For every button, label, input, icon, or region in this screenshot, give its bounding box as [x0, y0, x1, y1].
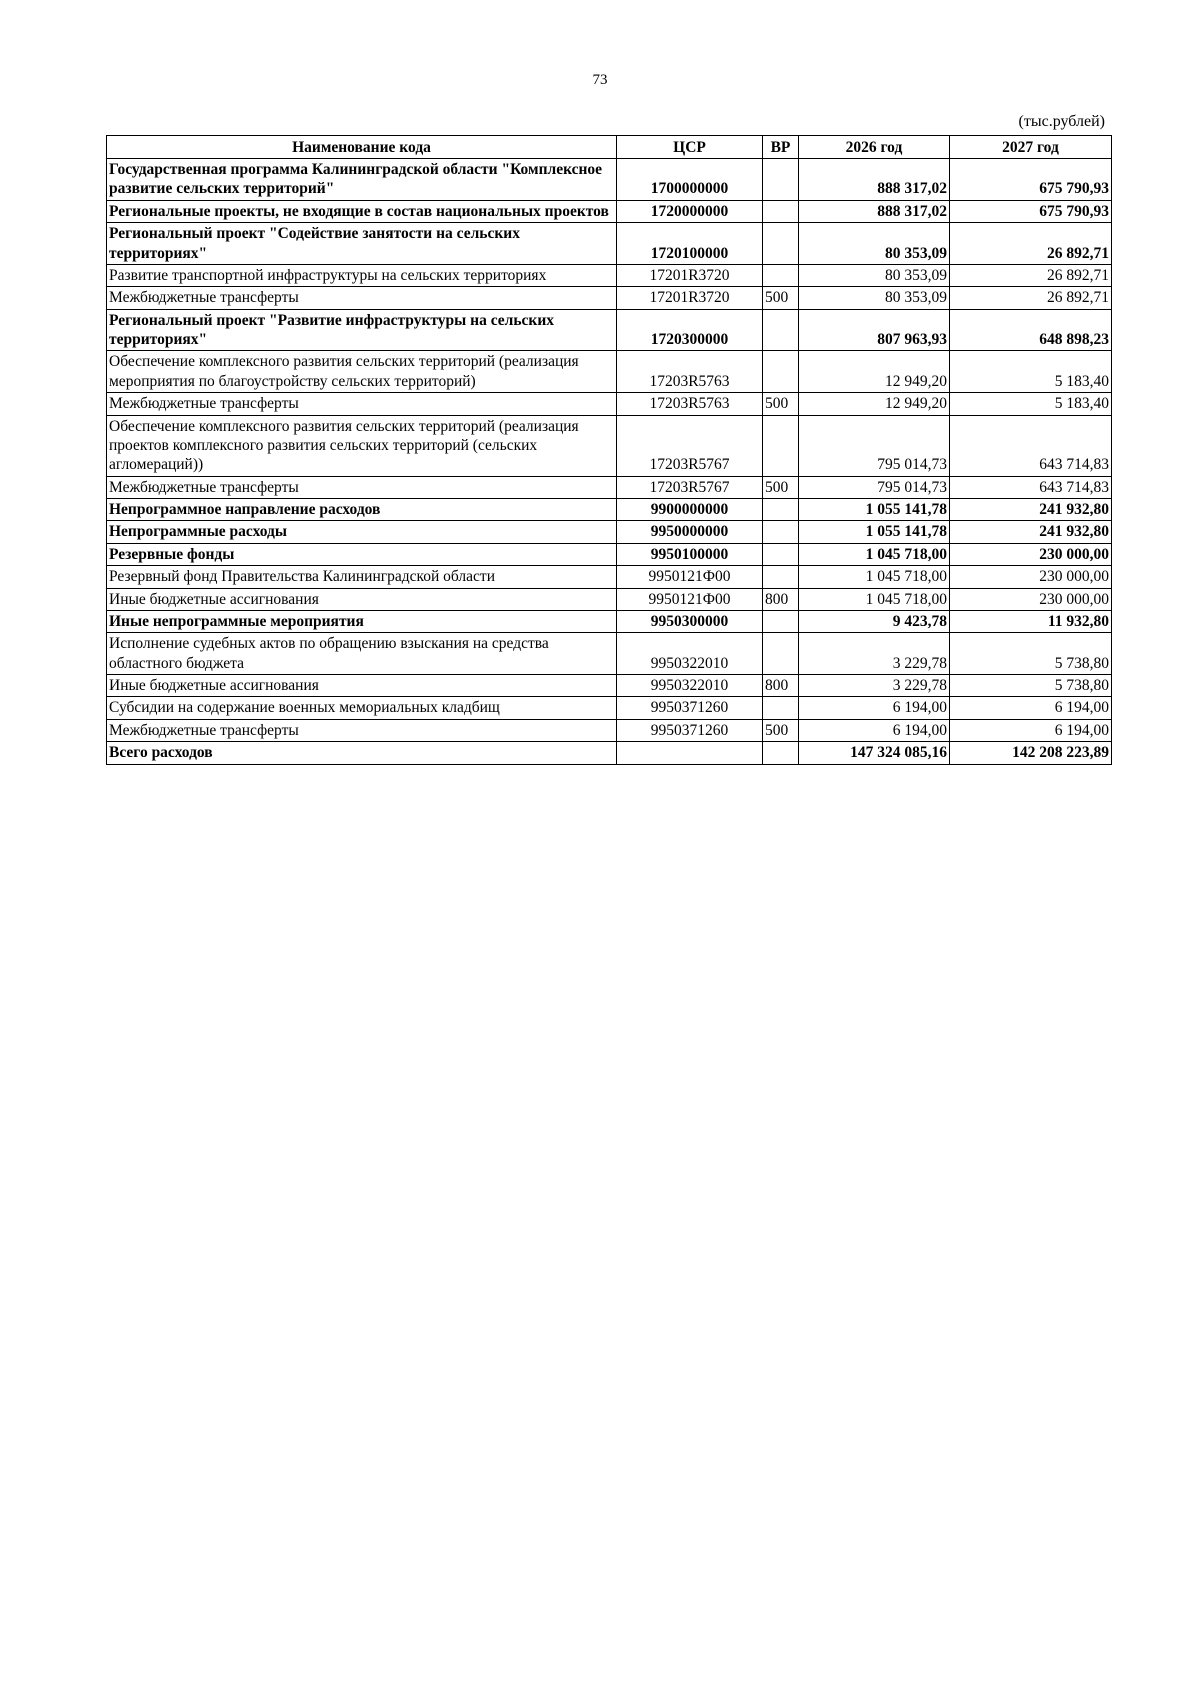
name-cell: Иные бюджетные ассигнования — [107, 675, 617, 697]
csr-cell: 9950121Ф00 — [617, 566, 763, 588]
vr-cell: 800 — [763, 675, 799, 697]
value-2026-cell: 147 324 085,16 — [799, 742, 950, 764]
vr-cell — [763, 309, 799, 351]
table-header-row — [107, 136, 1112, 159]
value-2026-cell: 6 194,00 — [799, 719, 950, 741]
value-2027-cell: 26 892,71 — [950, 264, 1112, 286]
table-row — [107, 200, 1112, 222]
name-cell: Непрограммные расходы — [107, 521, 617, 543]
value-2027-cell: 6 194,00 — [950, 697, 1112, 719]
value-2026-cell: 888 317,02 — [799, 159, 950, 201]
value-2027-cell: 11 932,80 — [950, 610, 1112, 632]
header-name: Наименование кода — [107, 136, 617, 159]
vr-cell — [763, 200, 799, 222]
page-number: 73 — [592, 72, 608, 88]
value-2026-cell: 80 353,09 — [799, 223, 950, 265]
table-row — [107, 393, 1112, 415]
value-2027-cell: 6 194,00 — [950, 719, 1112, 741]
table-row — [107, 742, 1112, 764]
name-cell: Региональные проекты, не входящие в состав национальных проектов — [107, 200, 617, 222]
value-2026-cell: 795 014,73 — [799, 415, 950, 476]
csr-cell: 17203R5763 — [617, 351, 763, 393]
table-row — [107, 521, 1112, 543]
value-2027-cell: 230 000,00 — [950, 566, 1112, 588]
vr-cell — [763, 264, 799, 286]
table-body — [107, 159, 1112, 765]
name-cell: Межбюджетные трансферты — [107, 719, 617, 741]
value-2026-cell: 1 055 141,78 — [799, 499, 950, 521]
header-2027: 2027 год — [950, 136, 1112, 159]
table-row — [107, 610, 1112, 632]
csr-cell: 1720100000 — [617, 223, 763, 265]
value-2026-cell: 1 045 718,00 — [799, 566, 950, 588]
budget-table — [106, 135, 1112, 765]
vr-cell — [763, 159, 799, 201]
table-row — [107, 351, 1112, 393]
table-row — [107, 287, 1112, 309]
value-2026-cell: 3 229,78 — [799, 675, 950, 697]
csr-cell: 9950121Ф00 — [617, 588, 763, 610]
csr-cell: 9950000000 — [617, 521, 763, 543]
value-2027-cell: 5 183,40 — [950, 393, 1112, 415]
vr-cell — [763, 521, 799, 543]
csr-cell: 17201R3720 — [617, 264, 763, 286]
value-2026-cell: 1 055 141,78 — [799, 521, 950, 543]
vr-cell — [763, 610, 799, 632]
name-cell: Государственная программа Калининградской области "Комплексное развитие сельских территорий" — [107, 159, 617, 201]
csr-cell: 9950100000 — [617, 543, 763, 565]
table-row — [107, 697, 1112, 719]
value-2026-cell: 1 045 718,00 — [799, 543, 950, 565]
value-2027-cell: 5 183,40 — [950, 351, 1112, 393]
value-2026-cell: 6 194,00 — [799, 697, 950, 719]
value-2026-cell: 795 014,73 — [799, 476, 950, 498]
name-cell: Непрограммное направление расходов — [107, 499, 617, 521]
vr-cell — [763, 633, 799, 675]
table-row — [107, 264, 1112, 286]
name-cell: Всего расходов — [107, 742, 617, 764]
table-row — [107, 223, 1112, 265]
vr-cell: 500 — [763, 393, 799, 415]
csr-cell: 17203R5767 — [617, 415, 763, 476]
value-2027-cell: 230 000,00 — [950, 543, 1112, 565]
vr-cell — [763, 742, 799, 764]
vr-cell: 500 — [763, 476, 799, 498]
value-2027-cell: 26 892,71 — [950, 223, 1112, 265]
csr-cell: 1700000000 — [617, 159, 763, 201]
name-cell: Обеспечение комплексного развития сельских территорий (реализация мероприятия по благоустройству сельских территорий) — [107, 351, 617, 393]
value-2027-cell: 26 892,71 — [950, 287, 1112, 309]
vr-cell: 500 — [763, 287, 799, 309]
vr-cell — [763, 223, 799, 265]
header-csr: ЦСР — [617, 136, 763, 159]
name-cell: Межбюджетные трансферты — [107, 476, 617, 498]
csr-cell — [617, 742, 763, 764]
value-2027-cell: 241 932,80 — [950, 499, 1112, 521]
name-cell: Межбюджетные трансферты — [107, 393, 617, 415]
csr-cell: 9950322010 — [617, 633, 763, 675]
vr-cell — [763, 566, 799, 588]
name-cell: Региональный проект "Содействие занятости на сельских территориях" — [107, 223, 617, 265]
vr-cell — [763, 697, 799, 719]
csr-cell: 9950322010 — [617, 675, 763, 697]
value-2026-cell: 80 353,09 — [799, 287, 950, 309]
table-row — [107, 719, 1112, 741]
value-2027-cell: 643 714,83 — [950, 415, 1112, 476]
csr-cell: 1720000000 — [617, 200, 763, 222]
value-2026-cell: 9 423,78 — [799, 610, 950, 632]
table-row — [107, 633, 1112, 675]
vr-cell: 800 — [763, 588, 799, 610]
name-cell: Иные непрограммные мероприятия — [107, 610, 617, 632]
value-2027-cell: 5 738,80 — [950, 675, 1112, 697]
csr-cell: 9950300000 — [617, 610, 763, 632]
name-cell: Резервные фонды — [107, 543, 617, 565]
csr-cell: 9900000000 — [617, 499, 763, 521]
csr-cell: 17203R5767 — [617, 476, 763, 498]
value-2027-cell: 5 738,80 — [950, 633, 1112, 675]
table-row — [107, 159, 1112, 201]
name-cell: Иные бюджетные ассигнования — [107, 588, 617, 610]
table-row — [107, 415, 1112, 476]
table-row — [107, 499, 1112, 521]
table-row — [107, 309, 1112, 351]
csr-cell: 17203R5763 — [617, 393, 763, 415]
value-2027-cell: 241 932,80 — [950, 521, 1112, 543]
value-2027-cell: 675 790,93 — [950, 200, 1112, 222]
table-row — [107, 675, 1112, 697]
name-cell: Резервный фонд Правительства Калининградской области — [107, 566, 617, 588]
value-2026-cell: 12 949,20 — [799, 393, 950, 415]
vr-cell: 500 — [763, 719, 799, 741]
csr-cell: 1720300000 — [617, 309, 763, 351]
name-cell: Региональный проект "Развитие инфраструктуры на сельских территориях" — [107, 309, 617, 351]
vr-cell — [763, 351, 799, 393]
csr-cell: 17201R3720 — [617, 287, 763, 309]
value-2026-cell: 888 317,02 — [799, 200, 950, 222]
value-2027-cell: 675 790,93 — [950, 159, 1112, 201]
value-2026-cell: 807 963,93 — [799, 309, 950, 351]
value-2027-cell: 230 000,00 — [950, 588, 1112, 610]
name-cell: Обеспечение комплексного развития сельских территорий (реализация проектов комплексного развития сельских территорий (сельских агломераций)) — [107, 415, 617, 476]
csr-cell: 9950371260 — [617, 719, 763, 741]
name-cell: Субсидии на содержание военных мемориальных кладбищ — [107, 697, 617, 719]
value-2026-cell: 12 949,20 — [799, 351, 950, 393]
value-2027-cell: 142 208 223,89 — [950, 742, 1112, 764]
table-row — [107, 588, 1112, 610]
vr-cell — [763, 499, 799, 521]
value-2027-cell: 648 898,23 — [950, 309, 1112, 351]
vr-cell — [763, 415, 799, 476]
name-cell: Развитие транспортной инфраструктуры на сельских территориях — [107, 264, 617, 286]
value-2026-cell: 1 045 718,00 — [799, 588, 950, 610]
value-2026-cell: 3 229,78 — [799, 633, 950, 675]
units-label: (тыс.рублей) — [1018, 113, 1105, 130]
header-vr: ВР — [763, 136, 799, 159]
csr-cell: 9950371260 — [617, 697, 763, 719]
header-2026: 2026 год — [799, 136, 950, 159]
table-row — [107, 543, 1112, 565]
value-2026-cell: 80 353,09 — [799, 264, 950, 286]
vr-cell — [763, 543, 799, 565]
name-cell: Исполнение судебных актов по обращению взыскания на средства областного бюджета — [107, 633, 617, 675]
name-cell: Межбюджетные трансферты — [107, 287, 617, 309]
table-row — [107, 566, 1112, 588]
table-row — [107, 476, 1112, 498]
value-2027-cell: 643 714,83 — [950, 476, 1112, 498]
